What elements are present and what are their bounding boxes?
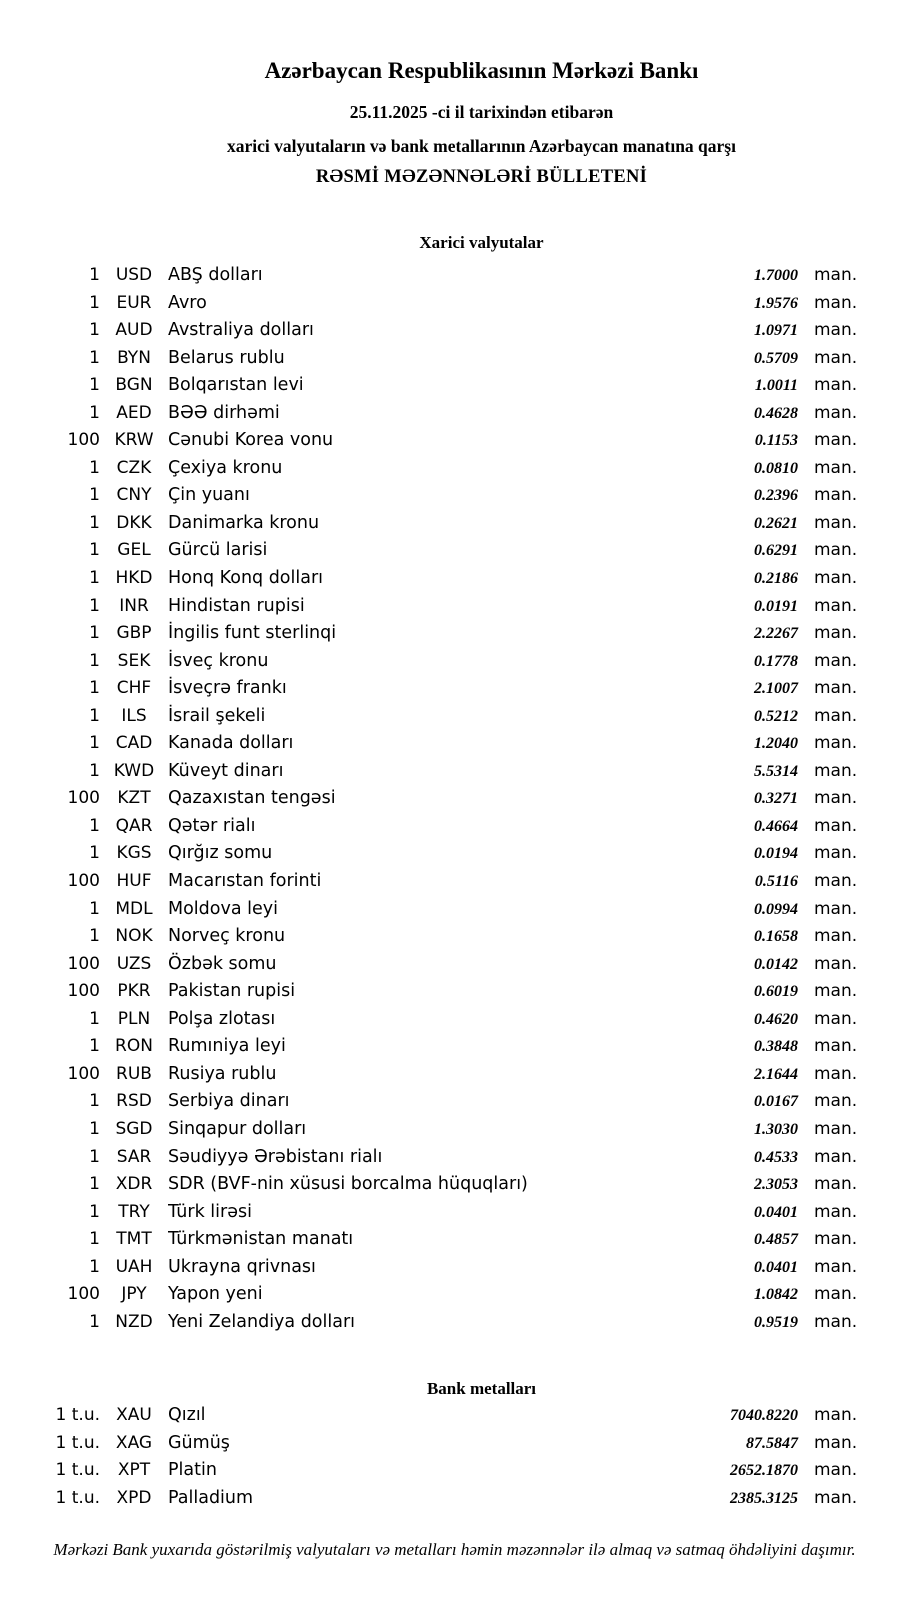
manat-unit-label: man. <box>814 1229 858 1250</box>
currency-row <box>0 290 860 318</box>
currency-name: Serbiya dinarı <box>168 1091 290 1112</box>
manat-unit-label: man. <box>814 292 858 313</box>
currency-name: Macarıstan forinti <box>168 871 322 892</box>
manat-unit-label: man. <box>814 1256 858 1277</box>
currency-code: MDL <box>115 898 153 919</box>
currency-code: CAD <box>115 733 153 754</box>
rate-amount: 1 <box>89 540 100 561</box>
currency-code: BGN <box>115 375 153 396</box>
rate-value: 0.0191 <box>754 597 798 615</box>
manat-unit-label: man. <box>814 733 858 754</box>
currency-code: XPD <box>116 1487 152 1508</box>
rate-value: 0.1658 <box>754 928 798 946</box>
rate-value: 0.3271 <box>754 790 798 808</box>
currency-code: AUD <box>115 320 153 341</box>
rate-value: 2.1007 <box>754 680 798 698</box>
currency-code: BYN <box>117 347 151 368</box>
currency-code: SAR <box>116 1146 152 1167</box>
currency-code: SGD <box>115 1118 153 1139</box>
currency-code: SEK <box>117 650 151 671</box>
currency-row <box>0 758 860 786</box>
rate-value: 0.4533 <box>754 1148 798 1166</box>
manat-unit-label: man. <box>814 678 858 699</box>
currency-row <box>0 951 860 979</box>
manat-unit-label: man. <box>814 1201 858 1222</box>
currency-name: Qazaxıstan tengəsi <box>168 788 336 809</box>
currency-code: EUR <box>116 292 152 313</box>
currency-name: Kanada dolları <box>168 733 294 754</box>
rate-amount: 1 <box>89 1229 100 1250</box>
rate-amount: 100 <box>67 981 100 1002</box>
rate-amount: 1 <box>89 1311 100 1332</box>
page-title: Azərbaycan Respublikasının Mərkəzi Bankı <box>264 58 699 83</box>
manat-unit-label: man. <box>814 457 858 478</box>
manat-unit-label: man. <box>814 320 858 341</box>
currency-row <box>0 923 860 951</box>
rate-value: 0.6291 <box>754 542 798 560</box>
rate-value: 0.0401 <box>754 1203 798 1221</box>
currency-row <box>0 785 860 813</box>
manat-unit-label: man. <box>814 843 858 864</box>
currency-name: Səudiyyə Ərəbistanı rialı <box>168 1146 383 1167</box>
rate-amount: 100 <box>67 1284 100 1305</box>
currency-code: NZD <box>115 1311 153 1332</box>
rate-amount: 1 <box>89 485 100 506</box>
currency-name: ABŞ dolları <box>168 265 263 285</box>
rate-value: 0.4628 <box>754 404 798 422</box>
currency-row <box>0 1254 860 1282</box>
currency-name: Pakistan rupisi <box>168 981 296 1002</box>
rate-amount: 100 <box>67 953 100 974</box>
manat-unit-label: man. <box>814 871 858 892</box>
rate-value: 0.3848 <box>754 1038 798 1056</box>
currency-code: USD <box>115 265 153 285</box>
currency-row <box>0 345 860 373</box>
rate-amount: 1 t.u. <box>55 1432 100 1453</box>
currency-row <box>0 262 860 290</box>
rate-value: 0.6019 <box>754 983 798 1001</box>
manat-unit-label: man. <box>814 1405 858 1425</box>
rate-value: 0.1778 <box>754 652 798 670</box>
currency-code: GEL <box>117 540 151 561</box>
currency-name: Qətər rialı <box>168 815 256 836</box>
rate-value: 7040.8220 <box>730 1407 798 1424</box>
currency-row <box>0 1226 860 1254</box>
rate-amount: 1 <box>89 347 100 368</box>
currency-code: DKK <box>116 512 152 533</box>
rate-value: 0.4857 <box>754 1231 798 1249</box>
manat-unit-label: man. <box>814 347 858 368</box>
rate-value: 0.0142 <box>754 955 798 973</box>
manat-unit-label: man. <box>814 623 858 644</box>
manat-unit-label: man. <box>814 981 858 1002</box>
rate-value: 0.5709 <box>754 349 798 367</box>
rate-value: 0.9519 <box>754 1313 798 1331</box>
rate-amount: 1 <box>89 705 100 726</box>
currency-name: Palladium <box>168 1487 254 1508</box>
rate-value: 0.0810 <box>754 459 798 477</box>
rate-amount: 1 <box>89 678 100 699</box>
currency-row <box>0 978 860 1006</box>
currency-code: CHF <box>116 678 152 699</box>
currency-row <box>0 620 860 648</box>
rate-amount: 1 <box>89 1118 100 1139</box>
manat-unit-label: man. <box>814 1118 858 1139</box>
rate-value: 87.5847 <box>746 1434 798 1452</box>
rate-amount: 100 <box>67 788 100 809</box>
currency-code: RUB <box>116 1063 152 1084</box>
manat-unit-label: man. <box>814 1284 858 1305</box>
rate-amount: 1 <box>89 1008 100 1029</box>
currency-name: Rusiya rublu <box>168 1063 277 1084</box>
currency-code: XDR <box>115 1174 153 1195</box>
rate-value: 1.0971 <box>754 322 798 340</box>
rate-amount: 1 <box>89 650 100 671</box>
rate-amount: 1 <box>89 760 100 781</box>
effective-date-line: 25.11.2025 -ci il tarixindən etibarən <box>349 102 614 122</box>
currency-code: UZS <box>116 953 152 974</box>
manat-unit-label: man. <box>814 485 858 506</box>
currency-row <box>0 675 860 703</box>
rate-value: 2.2267 <box>754 625 798 643</box>
rate-value: 0.1153 <box>754 432 798 450</box>
manat-unit-label: man. <box>814 402 858 423</box>
rate-amount: 1 <box>89 320 100 341</box>
manat-unit-label: man. <box>814 705 858 726</box>
manat-unit-label: man. <box>814 898 858 919</box>
metal-row <box>0 1402 860 1430</box>
currency-name: İsveçrə frankı <box>168 678 287 699</box>
currency-name: Honq Konq dolları <box>168 568 324 589</box>
manat-unit-label: man. <box>814 1487 858 1508</box>
rate-value: 1.7000 <box>754 267 798 284</box>
currency-code: QAR <box>115 815 153 836</box>
rate-amount: 1 <box>89 375 100 396</box>
currency-row <box>0 1061 860 1089</box>
currency-name: Türkmənistan manatı <box>168 1229 354 1250</box>
currency-name: İsrail şekeli <box>168 705 266 726</box>
currency-row <box>0 372 860 400</box>
rate-value: 2385.3125 <box>730 1489 798 1507</box>
currency-code: XAG <box>115 1432 153 1453</box>
currency-name: BƏƏ dirhəmi <box>168 402 280 423</box>
currency-name: Qırğız somu <box>168 843 273 864</box>
rate-value: 0.5116 <box>754 873 798 891</box>
currency-name: Ukrayna qrivnası <box>168 1256 316 1277</box>
currency-name: Küveyt dinarı <box>168 760 284 781</box>
currency-code: CZK <box>116 457 152 478</box>
currency-row <box>0 896 860 924</box>
rate-amount: 100 <box>67 871 100 892</box>
rate-value: 5.5314 <box>754 762 798 780</box>
currency-name: Moldova leyi <box>168 898 278 919</box>
rate-amount: 1 <box>89 265 100 285</box>
manat-unit-label: man. <box>814 788 858 809</box>
manat-unit-label: man. <box>814 1432 858 1453</box>
rate-value: 0.5212 <box>754 707 798 725</box>
metal-row <box>0 1485 860 1513</box>
manat-unit-label: man. <box>814 265 858 285</box>
rate-value: 1.0011 <box>754 377 798 395</box>
manat-unit-label: man. <box>814 512 858 533</box>
rate-value: 0.0994 <box>754 900 798 918</box>
currency-code: ILS <box>121 705 147 726</box>
manat-unit-label: man. <box>814 1146 858 1167</box>
rate-amount: 1 <box>89 1091 100 1112</box>
manat-unit-label: man. <box>814 815 858 836</box>
currency-name: Danimarka kronu <box>168 512 320 533</box>
rate-amount: 100 <box>67 430 100 451</box>
currency-row <box>0 482 860 510</box>
currency-name: Gürcü larisi <box>168 540 268 561</box>
currency-name: Yapon yeni <box>168 1284 263 1305</box>
currency-code: RON <box>115 1036 153 1057</box>
bulletin-title: RƏSMİ MƏZƏNNƏLƏRİ BÜLLETENİ <box>315 167 648 187</box>
rate-amount: 1 <box>89 1256 100 1277</box>
rate-value: 0.2621 <box>754 514 798 532</box>
currency-code: CNY <box>116 485 152 506</box>
currency-row <box>0 648 860 676</box>
currency-code: RSD <box>116 1091 152 1112</box>
rate-value: 2652.1870 <box>730 1462 798 1480</box>
currency-row <box>0 537 860 565</box>
currency-row <box>0 703 860 731</box>
currency-name: Cənubi Korea vonu <box>168 430 334 451</box>
currency-code: XAU <box>116 1405 152 1425</box>
currency-row <box>0 1144 860 1172</box>
rate-value: 0.2186 <box>754 570 798 588</box>
manat-unit-label: man. <box>814 650 858 671</box>
currency-row <box>0 868 860 896</box>
metal-rate-table <box>0 1402 860 1512</box>
currency-name: Yeni Zelandiya dolları <box>168 1311 356 1332</box>
rate-value: 1.0842 <box>754 1286 798 1304</box>
rate-amount: 1 <box>89 568 100 589</box>
rate-value: 0.0401 <box>754 1258 798 1276</box>
currency-row <box>0 1281 860 1309</box>
currency-name: Qızıl <box>168 1405 206 1425</box>
rate-value: 2.1644 <box>754 1065 798 1083</box>
currency-row <box>0 730 860 758</box>
manat-unit-label: man. <box>814 1036 858 1057</box>
manat-unit-label: man. <box>814 430 858 451</box>
rate-amount: 1 <box>89 733 100 754</box>
rate-amount: 1 <box>89 1146 100 1167</box>
currency-name: Çin yuanı <box>168 485 250 506</box>
manat-unit-label: man. <box>814 568 858 589</box>
rate-amount: 1 <box>89 1201 100 1222</box>
rate-amount: 1 t.u. <box>55 1487 100 1508</box>
currency-name: Gümüş <box>168 1432 230 1453</box>
rate-amount: 1 t.u. <box>55 1460 100 1481</box>
rate-amount: 100 <box>67 1063 100 1084</box>
currency-code: NOK <box>115 926 153 947</box>
currency-code: TMT <box>116 1229 152 1250</box>
currency-name: Platin <box>168 1460 217 1481</box>
rate-amount: 1 <box>89 402 100 423</box>
currency-row <box>0 1006 860 1034</box>
rate-amount: 1 <box>89 926 100 947</box>
rate-amount: 1 <box>89 457 100 478</box>
metal-section-title: Bank metalları <box>426 1379 537 1398</box>
currency-row <box>0 1199 860 1227</box>
manat-unit-label: man. <box>814 540 858 561</box>
currency-code: KRW <box>114 430 154 451</box>
rate-amount: 1 <box>89 595 100 616</box>
rate-value: 0.0194 <box>754 845 798 863</box>
manat-unit-label: man. <box>814 1460 858 1481</box>
currency-row <box>0 565 860 593</box>
currency-code: PKR <box>117 981 151 1002</box>
subject-line: xarici valyutaların və bank metallarının Azərbaycan manatına qarşı <box>227 136 736 156</box>
rate-value: 1.3030 <box>754 1120 798 1138</box>
currency-row <box>0 1309 860 1337</box>
currency-row <box>0 400 860 428</box>
metal-row <box>0 1457 860 1485</box>
currency-row <box>0 1033 860 1061</box>
currency-name: Avstraliya dolları <box>168 320 314 341</box>
currency-code: AED <box>116 402 152 423</box>
currency-name: Çexiya kronu <box>168 457 283 478</box>
currency-code: JPY <box>121 1284 147 1305</box>
currency-name: Bolqarıstan levi <box>168 375 304 396</box>
rate-amount: 1 <box>89 1036 100 1057</box>
manat-unit-label: man. <box>814 595 858 616</box>
rate-amount: 1 <box>89 512 100 533</box>
currency-code: INR <box>119 595 149 616</box>
rate-amount: 1 t.u. <box>55 1405 100 1425</box>
rate-value: 0.4664 <box>754 817 798 835</box>
currency-section-title: Xarici valyutalar <box>419 233 544 252</box>
rate-value: 1.9576 <box>754 294 798 312</box>
rate-amount: 1 <box>89 292 100 313</box>
currency-name: Rumıniya leyi <box>168 1036 286 1057</box>
currency-code: TRY <box>118 1201 150 1222</box>
rate-amount: 1 <box>89 1174 100 1195</box>
rate-amount: 1 <box>89 898 100 919</box>
currency-row <box>0 1088 860 1116</box>
currency-name: Hindistan rupisi <box>168 595 305 616</box>
currency-name: Belarus rublu <box>168 347 285 368</box>
currency-code: XPT <box>117 1460 151 1481</box>
manat-unit-label: man. <box>814 1008 858 1029</box>
rate-value: 0.2396 <box>754 487 798 505</box>
currency-name: İsveç kronu <box>168 650 269 671</box>
currency-code: KGS <box>116 843 152 864</box>
metal-row <box>0 1430 860 1458</box>
currency-name: Polşa zlotası <box>168 1008 276 1029</box>
rate-amount: 1 <box>89 623 100 644</box>
currency-code: KZT <box>117 788 151 809</box>
currency-row <box>0 1116 860 1144</box>
rate-amount: 1 <box>89 815 100 836</box>
currency-name: SDR (BVF-nin xüsusi borcalma hüquqları) <box>168 1174 528 1195</box>
currency-name: Avro <box>168 292 207 313</box>
manat-unit-label: man. <box>814 926 858 947</box>
currency-name: İngilis funt sterlinqi <box>168 623 337 644</box>
currency-name: Özbək somu <box>168 953 277 974</box>
currency-code: GBP <box>116 623 152 644</box>
currency-code: PLN <box>117 1008 151 1029</box>
manat-unit-label: man. <box>814 1063 858 1084</box>
currency-row <box>0 840 860 868</box>
currency-row <box>0 1171 860 1199</box>
currency-code: UAH <box>115 1256 153 1277</box>
currency-code: KWD <box>113 760 155 781</box>
rate-value: 2.3053 <box>754 1176 798 1194</box>
currency-name: Sinqapur dolları <box>168 1118 307 1139</box>
currency-row <box>0 427 860 455</box>
manat-unit-label: man. <box>814 760 858 781</box>
rate-value: 1.2040 <box>754 735 798 753</box>
rate-value: 0.0167 <box>754 1093 798 1111</box>
manat-unit-label: man. <box>814 1174 858 1195</box>
footer-disclaimer: Mərkəzi Bank yuxarıda göstərilmiş valyutaları və metalları həmin məzənnələr ilə almaq və satmaq öhdəliyini daşımır. <box>53 1540 856 1559</box>
currency-row <box>0 317 860 345</box>
currency-row <box>0 455 860 483</box>
rate-amount: 1 <box>89 843 100 864</box>
currency-name: Türk lirəsi <box>168 1201 252 1222</box>
manat-unit-label: man. <box>814 1091 858 1112</box>
currency-row <box>0 510 860 538</box>
currency-rate-table <box>0 262 860 1336</box>
currency-row <box>0 813 860 841</box>
manat-unit-label: man. <box>814 375 858 396</box>
manat-unit-label: man. <box>814 953 858 974</box>
currency-code: HKD <box>115 568 153 589</box>
currency-name: Norveç kronu <box>168 926 286 947</box>
manat-unit-label: man. <box>814 1311 858 1332</box>
currency-row <box>0 593 860 621</box>
currency-code: HUF <box>116 871 152 892</box>
rate-value: 0.4620 <box>754 1010 798 1028</box>
